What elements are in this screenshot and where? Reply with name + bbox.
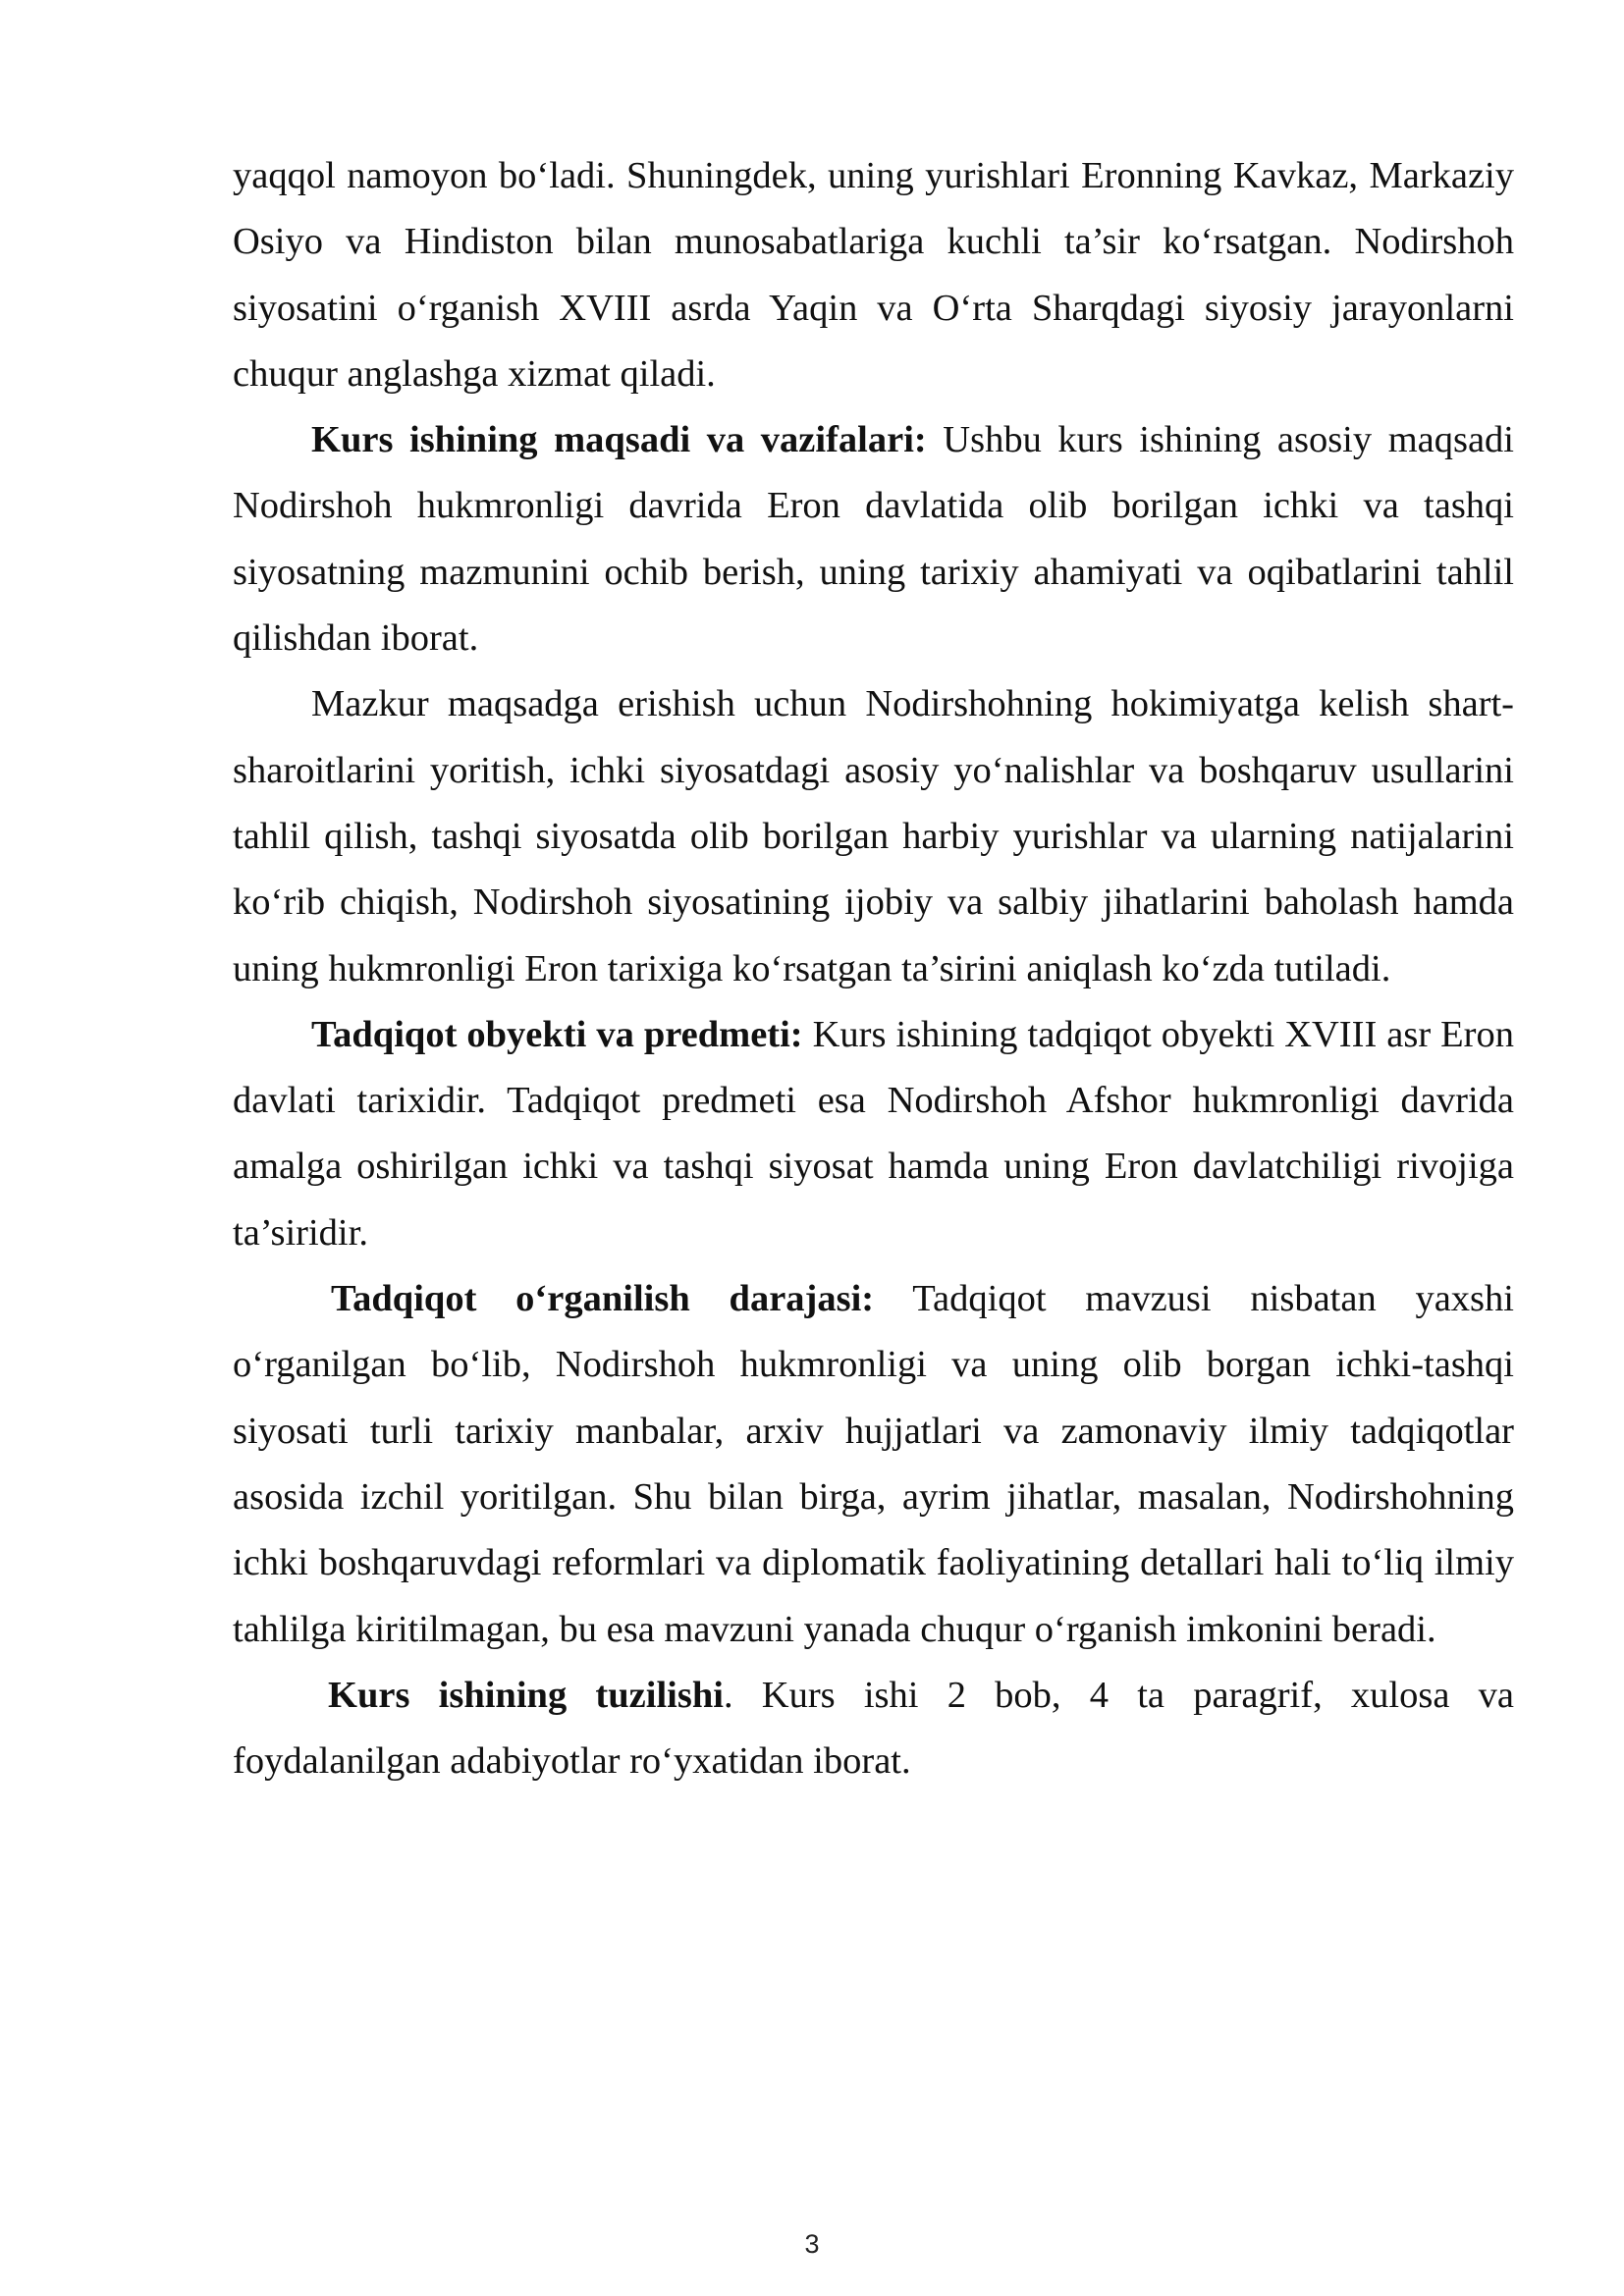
paragraph-structure xyxy=(233,1663,1514,1795)
paragraph-text: Kurs ishining tadqiqot obyekti XVIII asr Eron davlati tarixidir. Tadqiqot predmeti esa Nodirshoh Afshor hukmronligi davrida amalga oshirilgan ichki va tashqi siyosat hamda uning Eron davlatchiligi rivojiga ta’siridir. xyxy=(233,1013,1514,1254)
page-number: 3 xyxy=(804,2229,820,2259)
paragraph-intro-continuation xyxy=(233,143,1514,407)
paragraph-research-level xyxy=(233,1266,1514,1663)
paragraph-text: yaqqol namoyon bo‘ladi. Shuningdek, uning yurishlari Eronning Kavkaz, Markaziy Osiyo va Hindiston bilan munosabatlariga kuchli ta’sir ko‘rsatgan. Nodirshoh siyosatini o‘rganish XVIII asrda Yaqin va O‘rta Sharqdagi siyosiy jarayonlarni chuqur anglashga xizmat qiladi. xyxy=(233,155,1514,395)
paragraph-text: Ushbu kurs ishining asosiy maqsadi Nodirshoh hukmronligi davrida Eron davlatida olib borilgan ichki va tashqi siyosatning mazmunini ochib berish, uning tarixiy ahamiyati va oqibatlarini tahlil qilishdan iborat. xyxy=(233,419,1514,660)
paragraph-heading: Kurs ishining tuzilishi xyxy=(328,1674,724,1716)
paragraph-object-subject xyxy=(233,1002,1514,1266)
paragraph-aims xyxy=(233,407,1514,671)
paragraph-heading: Kurs ishining maqsadi va vazifalari: xyxy=(311,419,927,461)
paragraph-heading: Tadqiqot obyekti va predmeti: xyxy=(311,1013,803,1055)
paragraph-text: Tadqiqot mavzusi nisbatan yaxshi o‘rganilgan bo‘lib, Nodirshoh hukmronligi va uning olib borgan ichki-tashqi siyosati turli tarixiy manbalar, arxiv hujjatlari va zamonaviy ilmiy tadqiqotlar asosida izchil yoritilgan. Shu bilan birga, ayrim jihatlar, masalan, Nodirshohning ichki boshqaruvdagi reformlari va diplomatik faoliyatining detallari hali to‘liq ilmiy tahlilga kiritilmagan, bu esa mavzuni yanada chuqur o‘rganish imkonini beradi. xyxy=(233,1278,1514,1650)
document-body xyxy=(233,143,1514,1794)
paragraph-text: Mazkur maqsadga erishish uchun Nodirshohning hokimiyatga kelish shart-sharoitlarini yoritish, ichki siyosatdagi asosiy yo‘nalishlar va boshqaruv usullarini tahlil qilish, tashqi siyosatda olib borilgan harbiy yurishlar va ularning natijalarini ko‘rib chiqish, Nodirshoh siyosatining ijobiy va salbiy jihatlarini baholash hamda uning hukmronligi Eron tarixiga ko‘rsatgan ta’sirini aniqlash ko‘zda tutiladi. xyxy=(233,683,1514,989)
paragraph-tasks xyxy=(233,671,1514,1001)
paragraph-heading: Tadqiqot o‘rganilish darajasi: xyxy=(331,1278,875,1320)
paragraph-text: . Kurs ishi 2 bob, 4 ta paragrif, xulosa va foydalanilgan adabiyotlar ro‘yxatidan iborat. xyxy=(233,1674,1514,1783)
